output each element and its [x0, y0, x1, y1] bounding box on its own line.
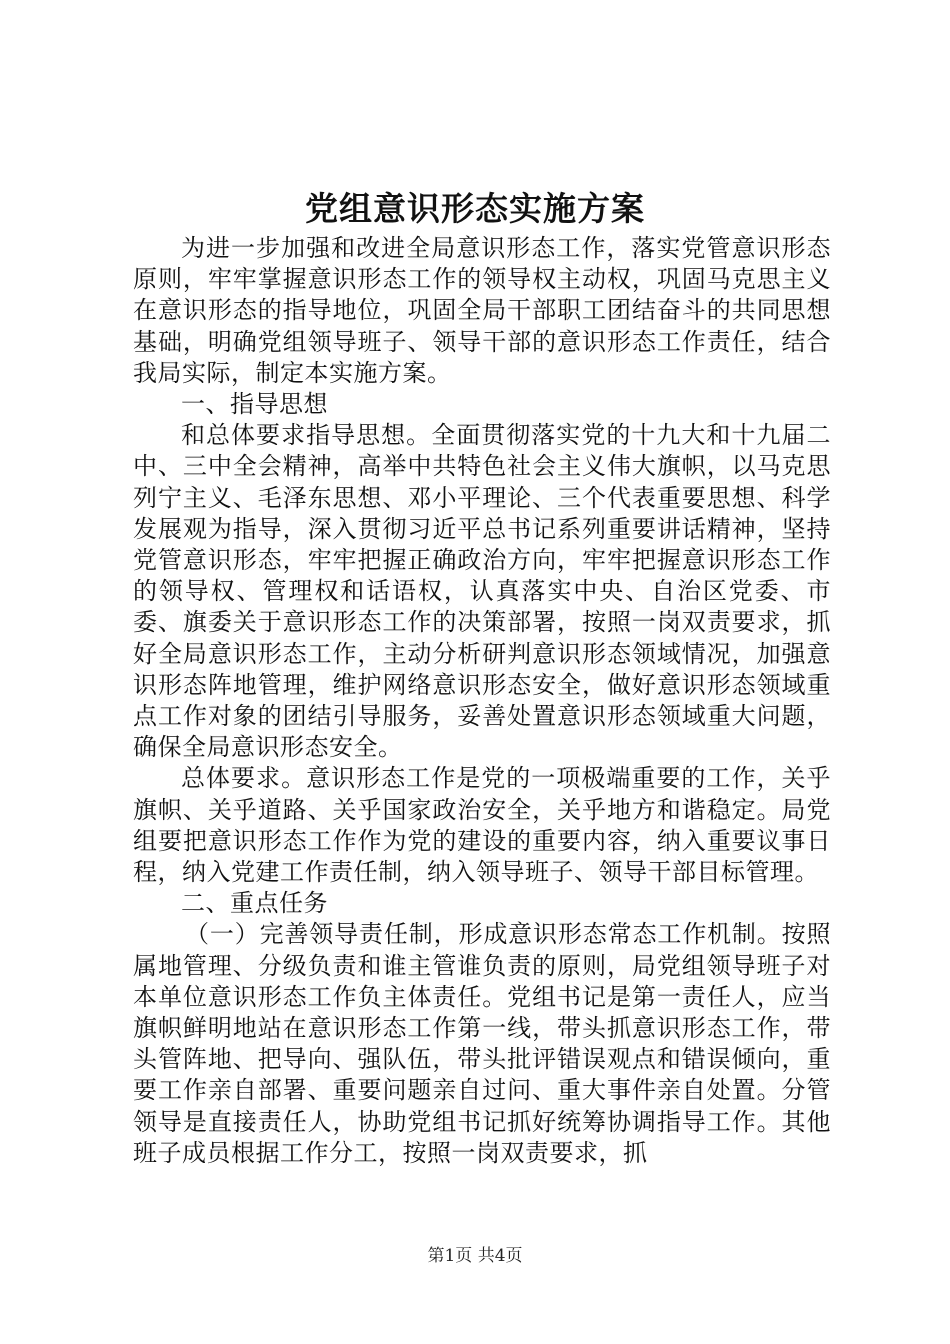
paragraph-task-one: （一）完善领导责任制，形成意识形态常态工作机制。按照属地管理、分级负责和谁主管谁负责的原则，局党组领导班子对本单位意识形态工作负主体责任。党组书记是第一责任人，应当旗帜鲜明地站在意识形态工作第一线，带头抓意识形态工作，带头管阵地、把导向、强队伍，带头批评错误观点和错误倾向，重要工作亲自部署、重要问题亲自过问、重大事件亲自处置。分管领导是直接责任人，协助党组书记抓好统筹协调指导工作。其他班子成员根据工作分工，按照一岗双责要求，抓	[133, 920, 831, 1167]
paragraph-general-requirements: 总体要求。意识形态工作是党的一项极端重要的工作，关乎旗帜、关乎道路、关乎国家政治安全，关乎地方和谐稳定。局党组要把意识形态工作作为党的建设的重要内容，纳入重要议事日程，纳入党建工作责任制，纳入领导班子、领导干部目标管理。	[133, 764, 831, 887]
document-body	[133, 233, 831, 1169]
section-heading-key-tasks: 二、重点任务	[181, 889, 328, 918]
section-heading-guiding-ideology: 一、指导思想	[181, 390, 328, 419]
document-title: 党组意识形态实施方案	[305, 189, 645, 228]
page-footer: 第1页 共4页	[427, 1246, 523, 1266]
paragraph-guiding-ideology: 和总体要求指导思想。全面贯彻落实党的十九大和十九届二中、三中全会精神，高举中共特色社会主义伟大旗帜，以马克思列宁主义、毛泽东思想、邓小平理论、三个代表重要思想、科学发展观为指导，深入贯彻习近平总书记系列重要讲话精神，坚持党管意识形态，牢牢把握正确政治方向，牢牢把握意识形态工作的领导权、管理权和话语权，认真落实中央、自治区党委、市委、旗委关于意识形态工作的决策部署，按照一岗双责要求，抓好全局意识形态工作，主动分析研判意识形态领域情况，加强意识形态阵地管理，维护网络意识形态安全，做好意识形态领域重点工作对象的团结引导服务，妥善处置意识形态领域重大问题，确保全局意识形态安全。	[133, 421, 831, 762]
paragraph-intro: 为进一步加强和改进全局意识形态工作，落实党管意识形态原则，牢牢掌握意识形态工作的领导权主动权，巩固马克思主义在意识形态的指导地位，巩固全局干部职工团结奋斗的共同思想基础，明确党组领导班子、领导干部的意识形态工作责任，结合我局实际，制定本实施方案。	[133, 234, 831, 387]
